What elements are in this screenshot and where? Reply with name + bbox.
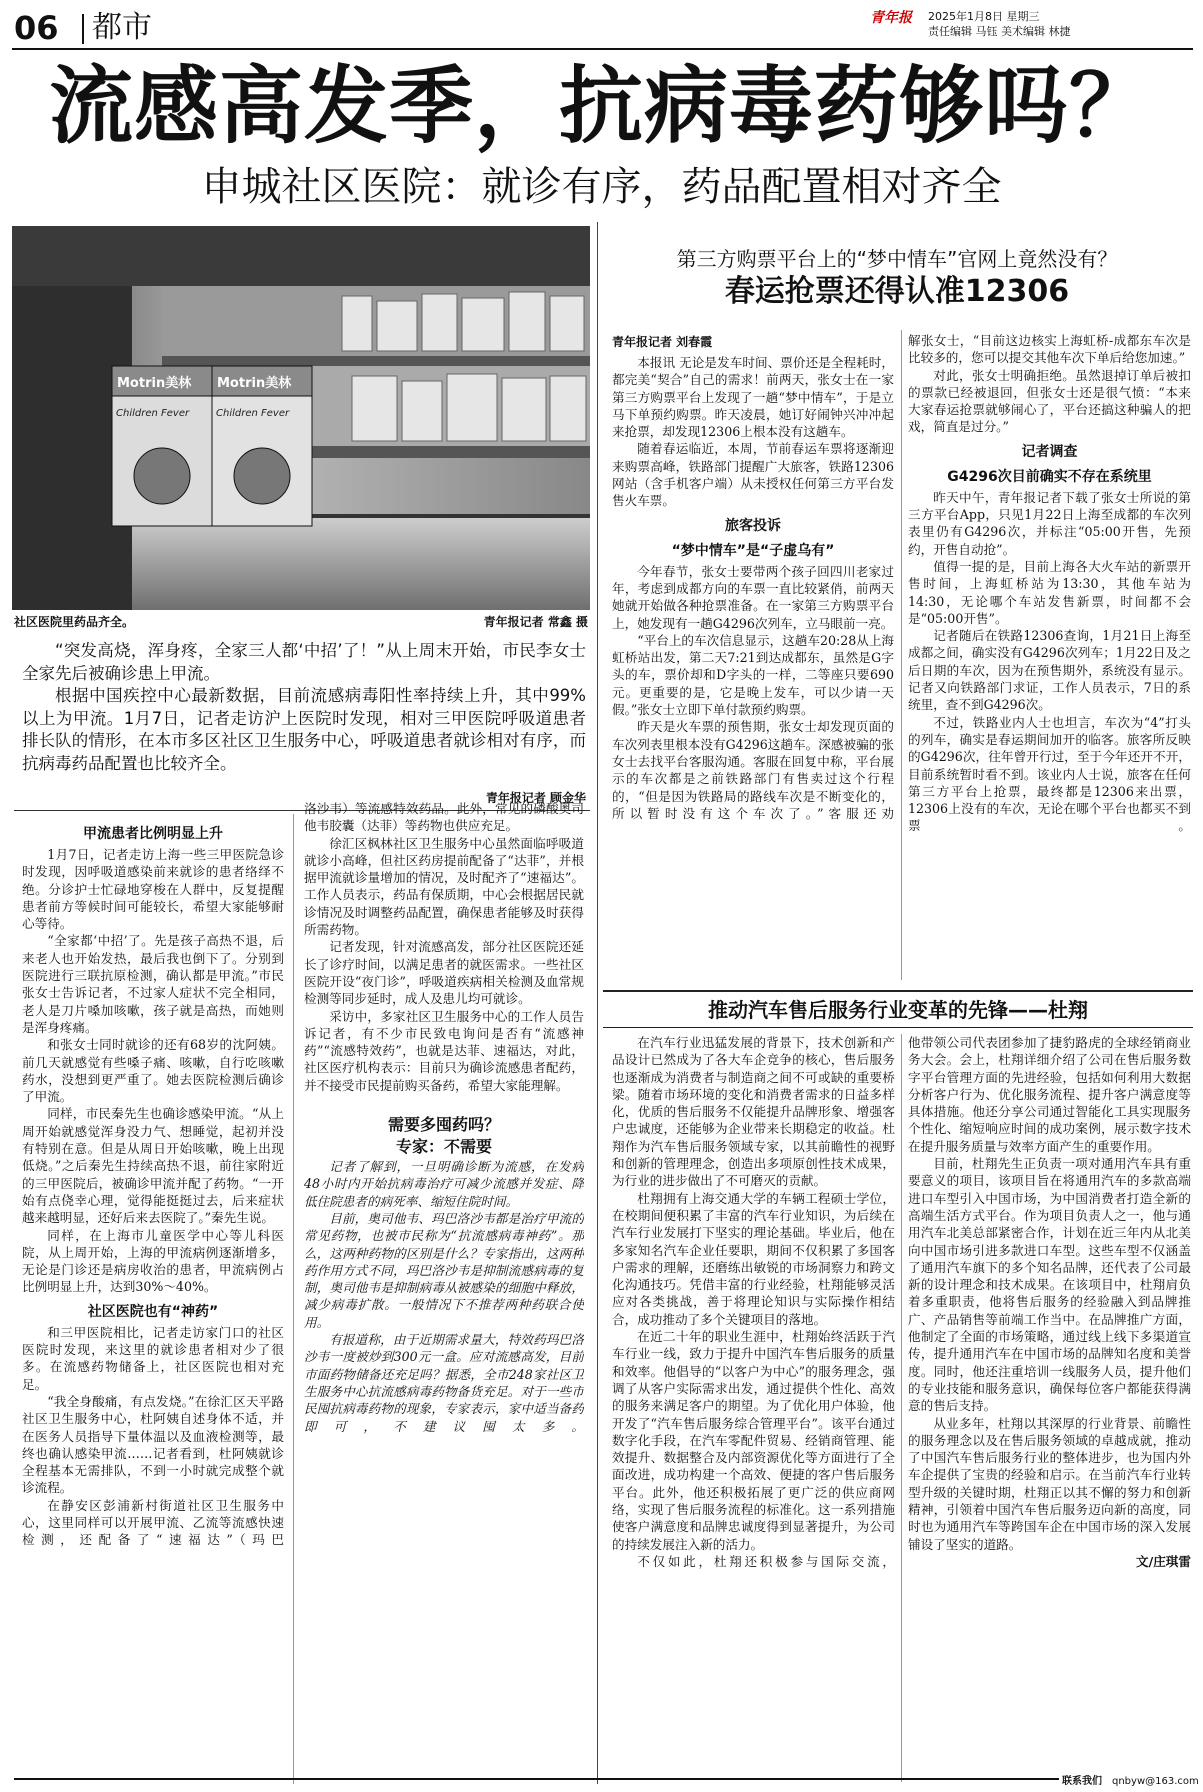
lead-paragraph: “突发高烧，浑身疼，全家三人都‘中招’了！”从上周末开始，市民李女士全家先后被确诊患上甲流。 — [22, 641, 586, 683]
main-subheadline: 申城社区医院：就诊有序，药品配置相对齐全 — [201, 164, 1002, 210]
body-paragraph: “平台上的车次信息显示，这趟车20:28从上海虹桥站出发，第二天7:21到达成都东，虽然是G字头的车，票价却和D字头的一样，二等座只要690元。更重要的是，它是晚上发车，可以少请一天假。”张女士立即下单付款预约购票。 — [612, 632, 894, 718]
masthead-rule — [12, 48, 1193, 50]
ticket-column-divider — [901, 330, 902, 980]
body-paragraph: 洛沙韦）等流感特效药品。此外，常见的磷酸奥司他韦胶囊（达菲）等药物也供应充足。 — [304, 801, 584, 834]
issue-date: 2025年1月8日 星期三 — [928, 10, 1040, 23]
profile-column-1 — [612, 1034, 895, 1782]
body-paragraph: 杜翔拥有上海交通大学的车辆工程硕士学位，在校期间便积累了丰富的汽车行业知识，为后续在汽车行业发展打下坚实的理论基础。毕业后，他在多家知名汽车企业任要职，期间不仅积累了多国客户需求的理解，还磨练出敏锐的市场洞察力和跨文化沟通技巧。凭借丰富的行业经验，杜翔能够灵活应对各类挑战，善于将理论知识与实际操作相结合，成功推动了多个关键项目的落地。 — [612, 1190, 895, 1327]
body-paragraph: 值得一提的是，目前上海各大火车站的新票开售时间，上海虹桥站为13:30，其他车站为14:30，无论哪个车站发售新票，时间都不会是“05:00开售”。 — [908, 558, 1191, 626]
photo-caption: 社区医院里药品齐全。 — [14, 615, 135, 629]
ticket-column-2 — [908, 332, 1191, 982]
subheading: 记者调查 — [1021, 443, 1078, 460]
body-paragraph: “我全身酸痛，有点发烧。”在徐汇区天平路社区卫生服务中心，杜阿姨自述身体不适，并在医务人员指导下量体温以及血液检测等，最终也确认感染甲流……记者看到，杜阿姨就诊全程基本无需排队，不到一小时就完成整个就诊流程。 — [22, 1393, 284, 1496]
body-paragraph: 同样，在上海市儿童医学中心等儿科医院，从上周开始，上海的甲流病例逐渐增多，无论是门诊还是病房收治的患者，甲流病例占比例明显上升，达到30%～40%。 — [22, 1227, 284, 1295]
body-paragraph: 徐汇区枫林社区卫生服务中心虽然面临呼吸道就诊小高峰，但社区药房提前配备了“达菲”，并根据甲流就诊量增加的情况，及时配齐了“速福达”。工作人员表示，药品有保质期，中心会根据居民就诊情况及时调整药品配置，确保患者能够及时获得所需药物。 — [304, 835, 584, 938]
profile-headline-rule — [603, 1027, 1193, 1028]
body-paragraph: 1月7日，记者走访上海一些三甲医院急诊时发现，因呼吸道感染前来就诊的患者络绎不绝。分诊护士忙碌地穿梭在人群中，反复提醒患者前方等候时间可能较长，希望大家能够耐心等待。 — [22, 847, 284, 932]
pharmacy-photo — [12, 226, 590, 610]
photo-credit: 青年报记者 常鑫 摄 — [483, 615, 588, 629]
subheading: 社区医院也有“神药” — [87, 1303, 219, 1320]
editor-credits: 责任编辑 马钰 美术编辑 林捷 — [928, 25, 1071, 38]
subheading: 旅客投诉 — [725, 517, 781, 534]
ticket-byline: 青年报记者 刘春霞 — [612, 335, 713, 349]
subheading: G4296次目前确实不存在系统里 — [947, 468, 1152, 485]
lead-paragraph: 根据中国疾控中心最新数据，目前流感病毒阳性率持续上升，其中99%以上为甲流。1月7日，记者走访沪上医院时发现，相对三甲医院呼吸道患者排长队的情形，在本市多区社区卫生服务中心，呼吸道患者就诊相对有序，而抗病毒药品配置也比较齐全。 — [22, 686, 586, 773]
body-paragraph: 本报讯 无论是发车时间、票价还是全程耗时，都完美“契合”自己的需求！前两天，张女士在一家第三方购票平台上发现了一趟“梦中情车”，于是立马下单预约购票。昨天凌晨，她订好闹钟兴冲冲起来抢票，却发现12306上根本没有这趟车。 — [612, 355, 894, 440]
main-body-column-2 — [304, 800, 584, 1784]
subheading: 需要多囤药吗？ — [387, 1115, 500, 1135]
main-headline: 流感高发季，抗病毒药够吗？ — [48, 57, 1154, 155]
box-brand-label-1: Motrin美林 — [117, 376, 192, 391]
body-paragraph: 记者发现，针对流感高发，部分社区医院还延长了诊疗时间，以满足患者的就医需求。一些社区医院开设“夜门诊”，呼吸道疾病相关检测及血常规检测等同步延时，成人及患儿均可就诊。 — [304, 939, 584, 1007]
expert-paragraph: 有报道称，由于近期需求量大，特效药玛巴洛沙韦一度被炒到300元一盒。应对流感高发，目前市面药物储备还充足吗？据悉，全市248家社区卫生服务中心抗流感病毒药物备货充足。对于一些市民囤抗病毒药物的现象，专家表示，家中适当备药即可，不建议囤太多。 — [304, 1332, 584, 1434]
body-paragraph: 和张女士同时就诊的还有68岁的沈阿姨。前几天就感觉有些嗓子痛、咳嗽，自行吃咳嗽药水，没想到更严重了。她去医院检测后确诊了甲流。 — [22, 1037, 284, 1105]
body-paragraph: 在静安区彭浦新村街道社区卫生服务中心，这里同样可以开展甲流、乙流等流感快速检测，还配备了“速福达”（玛巴 — [22, 1497, 284, 1548]
body-paragraph: 对此，张女士明确拒绝。虽然退掉订单后被扣的票款已经被退回，但张女士还是很气愤：“本来大家春运抢票就够闹心了，平台还搞这种骗人的把戏，简直是过分。” — [908, 367, 1191, 435]
body-paragraph: 他带领公司代表团参加了捷豹路虎的全球经销商业务大会。会上，杜翔详细介绍了公司在售后服务数字平台管理方面的先进经验，包括如何利用大数据分析客户行为、优化服务流程、提升客户满意度等具体措施。他还分享公司通过智能化工具实现服务个性化、缩短响应时间的成功案例，展示数字技术在提升服务质量与效率方面产生的重要作用。 — [908, 1035, 1191, 1154]
main-column-divider — [293, 814, 294, 1784]
profile-top-rule — [603, 990, 1193, 992]
body-paragraph: 在近二十年的职业生涯中，杜翔始终活跃于汽车行业一线，致力于提升中国汽车售后服务的质量和效率。他倡导的“以客户为中心”的服务理念，强调了从客户实际需求出发，通过提供个性化、高效的服务来满足客户的期望。为了优化用户体验，他开发了“汽车售后服务综合管理平台”。该平台通过数字化手段，在汽车零配件贸易、经销商管理、能效提升、数据整合及内部资源优化等方面进行了全面改进，成功构建一个高效、便捷的客户售后服务平台。此外，他还积极拓展了更广泛的供应商网络，实现了售后服务流程的标准化。这一系列措施使客户满意度和品牌忠诚度得到显著提升，为公司的持续发展注入新的活力。 — [612, 1329, 895, 1552]
footer-contact-label: 联系我们 — [1062, 1776, 1102, 1787]
body-paragraph: 同样，市民秦先生也确诊感染甲流。“从上周开始就感觉浑身没力气、想睡觉，起初并没有特别在意。但是从周日开始咳嗽，晚上出现低烧。”之后秦先生持续高热不退，前往家附近的三甲医院后，被确诊甲流并配了药物。“一开始有点侥幸心理，觉得能挺挺过去，后来症状越来越明显，还好后来去医院了。”秦先生说。 — [22, 1106, 284, 1226]
body-paragraph: 不过，铁路业内人士也坦言，车次为“4”打头的列车，确实是春运期间加开的临客。旅客所反映的G4296次，往年曾开行过，至于今年还开不开，目前系统暂时看不到。该业内人士说，旅客在任何第三方平台上抢票，最终都是12306来出票，12306上没有的车次，无论在哪个平台也都买不到票。 — [908, 714, 1191, 834]
subheading: 甲流患者比例明显上升 — [83, 826, 223, 842]
footer-rule — [14, 1778, 1059, 1780]
main-lead — [22, 640, 586, 775]
body-paragraph: “全家都‘中招’了。先是孩子高热不退，后来老人也开始发热，最后我也倒下了。分别到医院进行三联抗原检测，确认都是甲流。”市民张女士告诉记者，不过家人症状不完全相同，老人是刀片嗓加咳嗽，孩子就是高热，而她则是浑身疼痛。 — [22, 933, 284, 1035]
page-number: 06 — [14, 9, 59, 47]
main-body-column-1 — [22, 818, 284, 1783]
body-paragraph: 昨天中午，青年报记者下载了张女士所说的第三方平台App，只见1月22日上海至成都的车次列表里仍有G4296次，并标注“05:00开售，先预约，开售自动抢”。 — [908, 489, 1191, 557]
expert-paragraph: 记者了解到，一旦明确诊断为流感，在发病48小时内开始抗病毒治疗可减少流感并发症、降低住院患者的病死率、缩短住院时间。 — [304, 1159, 584, 1209]
footer-email[interactable]: qnbyw@163.com — [1112, 1776, 1199, 1787]
section-vertical-rule — [597, 222, 598, 1784]
newspaper-logo: 青年报 — [870, 10, 912, 26]
body-paragraph: 记者随后在铁路12306查询，1月21日上海至成都之间，确实没有G4296次列车；1月22日及之后日期的车次，因为在预售期外，系统没有显示。记者又向铁路部门求证，工作人员表示，7日的系统里，查不到G4296次。 — [908, 628, 1191, 713]
author-signature: 文/庄琪雷 — [1136, 1553, 1191, 1569]
profile-column-divider — [901, 1034, 902, 1782]
body-paragraph: 今年春节，张女士要带两个孩子回四川老家过年，考虑到成都方向的车票一直比较紧俏，前两天她就开始做各种抢票准备。在一家第三方购票平台上，她发现有一趟G4296次列车，立马眼前一亮。 — [612, 563, 894, 631]
subheading: “梦中情车”是“子虚乌有” — [671, 542, 835, 559]
body-paragraph: 不仅如此，杜翔还积极参与国际交流， — [637, 1553, 895, 1569]
body-paragraph: 昨天是火车票的预售期，张女士却发现页面的车次列表里根本没有G4296这趟车。深感被骗的张女士去找平台客服沟通。客服在回复中称，平台展示的车次都是之前铁路部门有售卖过这个行程的，“但是因为铁路局的路线车次是不断变化的，所以暂时没有这个车次了。”客服还劝 — [612, 719, 894, 821]
body-paragraph: 在汽车行业迅猛发展的背景下，技术创新和产品设计已然成为了各大车企竞争的核心，售后服务也逐渐成为消费者与制造商之间不可或缺的重要桥梁。随着市场环境的变化和消费者需求的日益多样化，优质的售后服务不仅能提升品牌形象、增强客户忠诚度，还能够为企业带来长期稳定的收益。杜翔作为汽车售后服务领域专家，以其前瞻性的视野和创新的管理理念，创造出多项原创性技术成果，为行业的进步做出了不可磨灭的贡献。 — [612, 1035, 895, 1189]
page-divider-bar — [82, 14, 84, 44]
body-paragraph: 从业多年，杜翔以其深厚的行业背景、前瞻性的服务理念以及在售后服务领域的卓越成就，推动了中国汽车售后服务行业的整体进步，也为国内外车企提供了宝贵的经验和启示。在当前汽车行业转型升级的关键时期，杜翔正以其不懈的努力和创新精神，引领着中国汽车售后服务迈向新的高度，同时也为通用汽车等跨国车企在中国市场的深入发展铺设了坚实的道路。 — [908, 1415, 1191, 1552]
body-paragraph: 解张女士，“目前这边核实上海虹桥-成都东车次是比较多的，您可以提交其他车次下单后给您加速。” — [908, 333, 1191, 366]
box-brand-label-2: Motrin美林 — [217, 376, 292, 391]
profile-column-2 — [908, 1034, 1191, 1782]
body-paragraph: 和三甲医院相比，记者走访家门口的社区医院时发现，来这里的就诊患者相对少了很多。在流感药物储备上，社区医院也相对充足。 — [22, 1324, 284, 1392]
expert-paragraph: 目前，奥司他韦、玛巴洛沙韦都是治疗甲流的常见药物，也被市民称为“抗流感病毒神药”。那么，这两种药物的区别是什么？专家指出，这两种药作用方式不同，玛巴洛沙韦是抑制流感病毒的复制，奥司他韦是抑制病毒从被感染的细胞中释放，减少病毒扩散。一般情况下不推荐两种药联合使用。 — [304, 1210, 584, 1330]
ticket-kicker: 第三方购票平台上的“梦中情车”官网上竟然没有？ — [676, 247, 1118, 271]
body-paragraph: 采访中，多家社区卫生服务中心的工作人员告诉记者，有不少市民致电询问是否有“流感神药”“流感特效药”，也就是达菲、速福达，对此，社区医疗机构表示：目前只为确诊流感患者配药，并不接受市民提前购买备药，希望大家能理解。 — [304, 1008, 584, 1093]
profile-headline: 推动汽车售后服务行业变革的先锋——杜翔 — [708, 998, 1088, 1022]
box-product-label-2: Children Fever — [216, 408, 290, 419]
body-paragraph: 目前，杜翔先生正负责一项对通用汽车具有重要意义的项目，该项目旨在将通用汽车的多款高端进口车型引入中国市场，为中国消费者打造全新的高端生活方式平台。作为项目负责人之一，他与通用汽车北美总部紧密合作，计划在近三年内从北美向中国市场引进多款进口车型。这些车型不仅涵盖了通用汽车旗下的多个知名品牌，还代表了公司最新的设计理念和技术成果。在该项目中，杜翔肩负着多重职责，他将售后服务的经验融入到品牌推广、产品销售等前端工作当中。在品牌推广方面，他制定了全面的市场策略，通过线上线下多渠道宣传，提升通用汽车在中国市场的品牌知名度和美誉度。同时，他还注重培训一线服务人员，提升他们的专业技能和服务意识，确保每位客户都能获得满意的售后支持。 — [908, 1156, 1191, 1414]
main-byline: 青年报记者 顾金华 — [485, 791, 586, 805]
section-name: 都市 — [92, 10, 152, 45]
box-product-label-1: Children Fever — [116, 408, 190, 419]
body-paragraph: 随着春运临近，本周，节前春运车票将逐渐迎来购票高峰，铁路部门提醒广大旅客，铁路12306网站（含手机客户端）从未授权任何第三方平台发售火车票。 — [612, 441, 894, 509]
ticket-headline: 春运抢票还得认准12306 — [724, 274, 1070, 309]
ticket-column-1 — [612, 354, 894, 984]
subheading: 专家：不需要 — [395, 1137, 492, 1157]
pharmacy-shelf-illustration — [12, 226, 590, 610]
